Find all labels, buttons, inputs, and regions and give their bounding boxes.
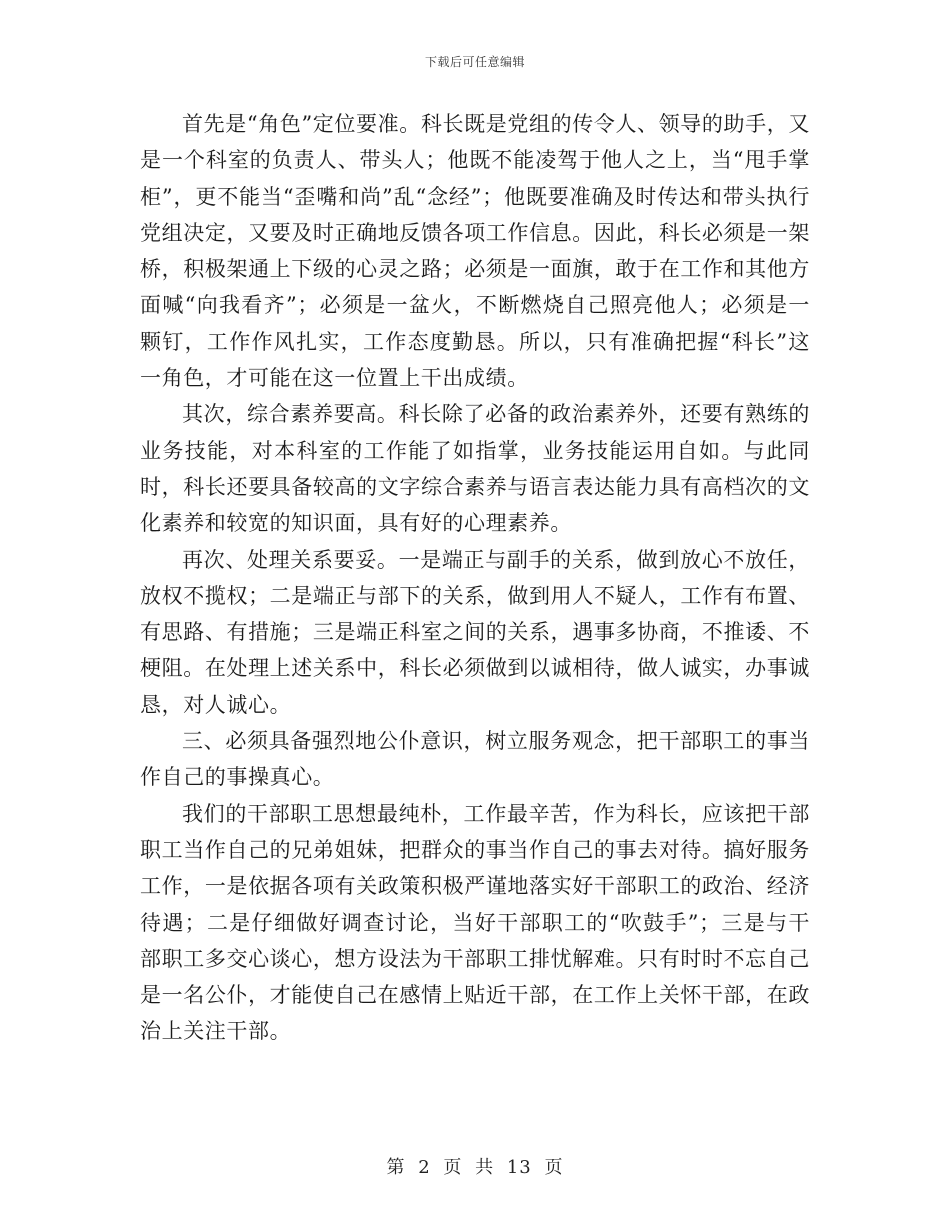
document-body — [140, 106, 810, 1050]
page-header: 下载后可任意编辑 — [424, 55, 525, 69]
paragraph-comprehensive-quality: 其次，综合素养要高。科长除了必备的政治素养外，还要有熟练的业务技能，对本科室的工作能了如指掌，业务技能运用自如。与此同时，科长还要具备较高的文字综合素养与语言表达能力具有高档次的文化素养和较宽的知识面，具有好的心理素养。 — [140, 402, 810, 536]
paragraph-service-work: 我们的干部职工思想最纯朴，工作最辛苦，作为科长，应该把干部职工当作自己的兄弟姐妹，把群众的事当作自己的事去对待。搞好服务工作，一是依据各项有关政策积极严谨地落实好干部职工的政治、经济待遇；二是仔细做好调查讨论，当好干部职工的“吹鼓手”；三是与干部职工多交心谈心，想方设法为干部职工排忧解难。只有时时不忘自己是一名公仆，才能使自己在感情上贴近干部，在工作上关怀干部，在政治上关注干部。 — [140, 801, 810, 1044]
paragraph-role-positioning: 首先是“角色”定位要准。科长既是党组的传令人、领导的助手，又是一个科室的负责人、带头人；他既不能凌驾于他人之上，当“甩手掌柜”，更不能当“歪嘴和尚”乱“念经”；他既要准确及时传达和带头执行党组决定，又要及时正确地反馈各项工作信息。因此，科长必须是一架桥，积极架通上下级的心灵之路；必须是一面旗，敢于在工作和其他方面喊“向我看齐”；必须是一盆火，不断燃烧自己照亮他人；必须是一颗钉，工作作风扎实，工作态度勤恳。所以，只有准确把握“科长”这一角色，才可能在这一位置上干出成绩。 — [140, 112, 810, 391]
paragraph-section-three-heading: 三、必须具备强烈地公仆意识，树立服务观念，把干部职工的事当作自己的事操真心。 — [140, 729, 810, 790]
page-number: 第 2 页 共 13 页 — [386, 1157, 564, 1178]
paragraph-handling-relationships: 再次、处理关系要妥。一是端正与副手的关系，做到放心不放任，放权不揽权；二是端正与部下的关系，做到用人不疑人，工作有布置、有思路、有措施；三是端正科室之间的关系，遇事多协商，不推诿、不梗阻。在处理上述关系中，科长必须做到以诚相待，做人诚实，办事诚恳，对人诚心。 — [140, 547, 810, 717]
